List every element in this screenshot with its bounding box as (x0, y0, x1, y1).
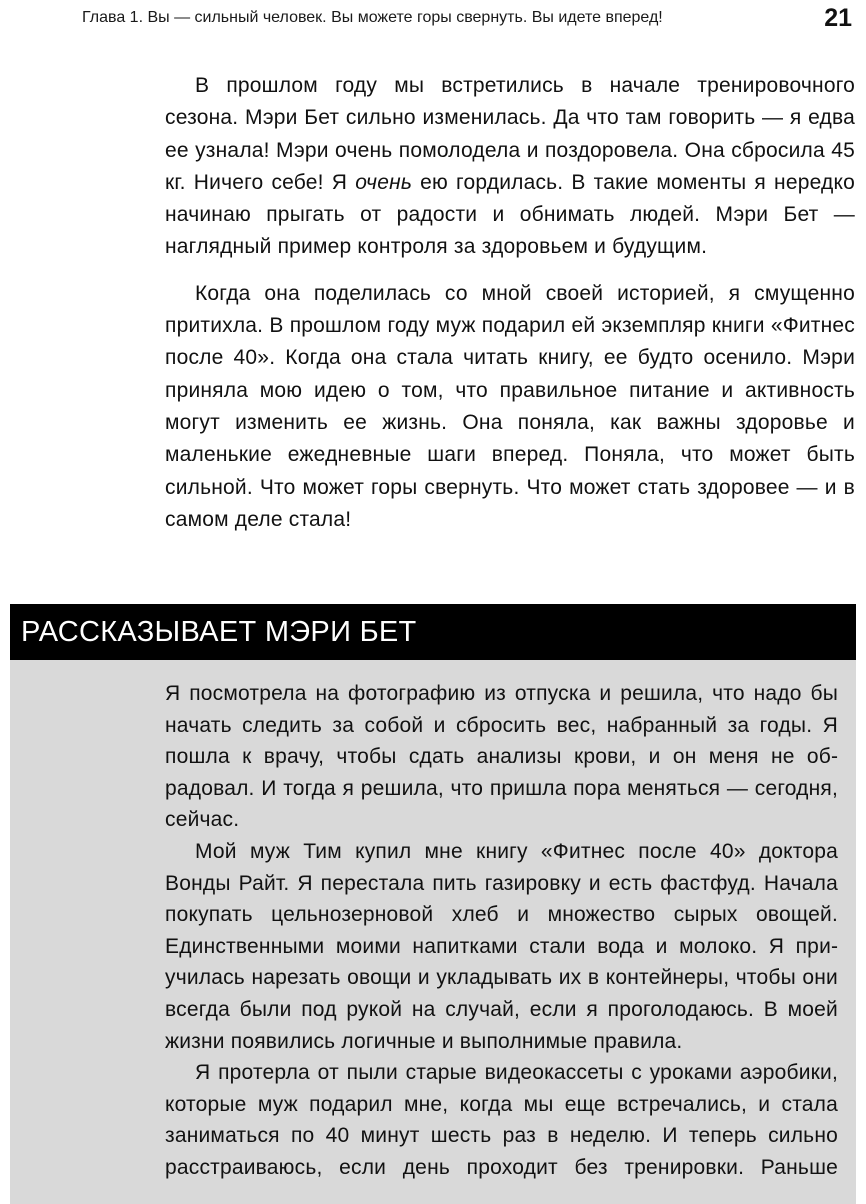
sidebar-body (165, 678, 838, 1184)
sidebar-story-box (10, 604, 856, 1204)
paragraph-text-after-emphasis: ею гордилась. В такие моменты я нередко начинаю прыгать от радости и обнимать людей. Мэри Бет — наглядный пример контроля за здоровьем и будущим. (165, 170, 855, 259)
main-text (165, 70, 855, 536)
emphasis-text: очень (355, 170, 413, 194)
running-head (0, 0, 866, 40)
main-paragraph-1 (165, 70, 855, 264)
paragraph-text-before-emphasis: В прошлом году мы встретились в начале тренировочного сезона. Мэри Бет сильно изменилась. Да что там говорить — я едва ее узнала! Мэри очень помолодела и поздоровела. Она сбросила 45 кг. Ничего себе! Я (165, 74, 855, 194)
sidebar-paragraph-3: Я протерла от пыли старые видеокассеты с уроками аэробики, которые муж подарил мне, когда мы еще встречались, и стала заниматься по 40 минут шесть раз в неделю. И теперь сильно расстраиваюсь, если день проходит без тренировки. Раньше (165, 1061, 838, 1179)
chapter-title: Глава 1. Вы — сильный человек. Вы можете горы свернуть. Вы идете вперед! (82, 9, 663, 26)
sidebar-header-bar (10, 604, 856, 660)
sidebar-paragraph-1: Я посмотрела на фотографию из отпуска и решила, что надо бы начать следить за собой и сбросить вес, набранный за годы. Я пошла к врачу, чтобы сдать анализы крови, и он меня не обрадовал. И тогда я решила, что пришла пора меняться — сегодня, сейчас. (165, 682, 838, 832)
page-number: 21 (824, 4, 852, 32)
main-paragraph-2: Когда она поделилась со мной своей историей, я смущенно притихла. В прошлом году муж подарил ей экземпляр книги «Фитнес после 40». Когда она стала читать книгу, ее будто осенило. Мэри приняла мою идею о том, что правильное питание и активность могут изменить ее жизнь. Она поняла, как важны здоровье и маленькие ежедневные шаги вперед. Поняла, что может быть сильной. Что может горы свернуть. Что может стать здоровее — и в самом деле стала! (165, 281, 855, 531)
sidebar-title: РАССКАЗЫВАЕТ МЭРИ БЕТ (21, 616, 417, 648)
sidebar-paragraph-2: Мой муж Тим купил мне книгу «Фитнес после 40» доктора Вонды Райт. Я перестала пить газировку и есть фастфуд. Начала покупать цельнозерновой хлеб и множество сырых овощей. Единственными моими напитками стали вода и молоко. Я приучилась нарезать овощи и укладывать их в контейнеры, чтобы они всегда были под рукой на случай, если я проголодаюсь. В моей жизни появились логичные и выполнимые правила. (165, 839, 838, 1053)
